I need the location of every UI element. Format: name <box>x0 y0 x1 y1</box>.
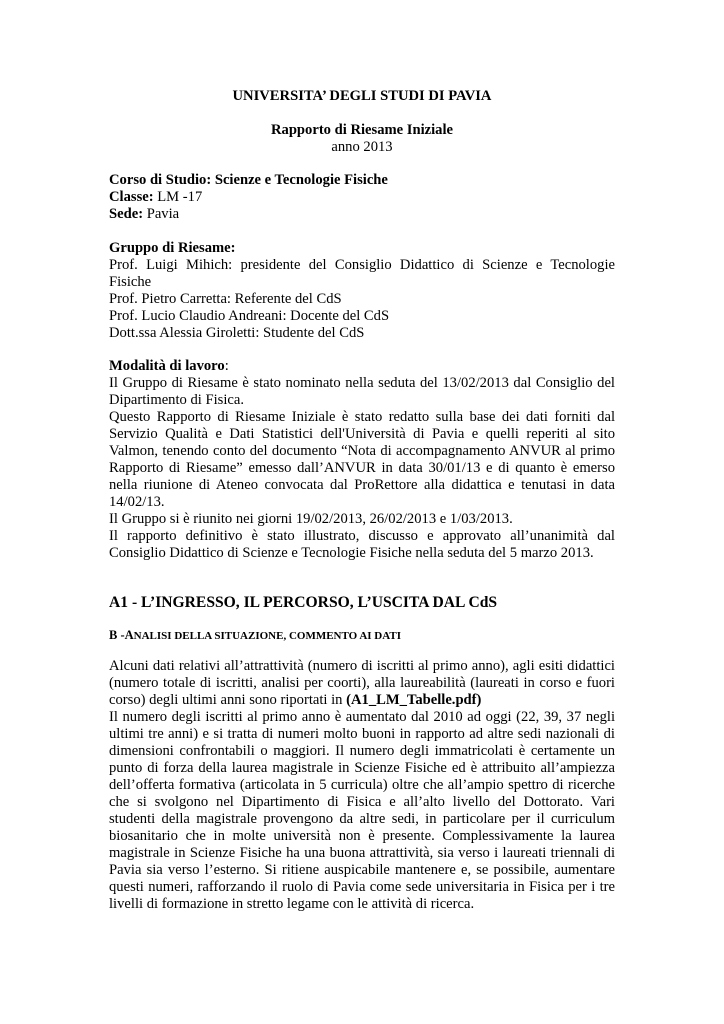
work-mode-line: Il Gruppo di Riesame è stato nominato nella seduta del 13/02/2013 dal Consiglio del <box>109 375 615 391</box>
a1-line: Alcuni dati relativi all’attrattività (numero di iscritti al primo anno), agli esiti didattici <box>109 658 615 674</box>
subtitle-a: A <box>124 628 134 642</box>
work-mode-heading-text: Modalità di lavoro <box>109 358 225 374</box>
work-mode-heading <box>109 358 615 375</box>
a1-line: Il numero degli iscritti al primo anno è aumentato dal 2010 ad oggi (22, 39, 37 negli <box>109 709 615 725</box>
a1-line: Pavia sia verso l’esterno. Si ritiene auspicabile mantenere e, se possibile, aumentare <box>109 862 615 878</box>
report-title: Rapporto di Riesame Iniziale <box>270 122 453 138</box>
seat-value: Pavia <box>143 206 180 222</box>
course-seat <box>109 206 615 223</box>
course-name: Corso di Studio: Scienze e Tecnologie Fisiche <box>109 172 388 188</box>
work-mode-line: Dipartimento di Fisica. <box>109 392 244 408</box>
work-mode-line: 14/02/13. <box>109 494 165 510</box>
university-title: UNIVERSITA’ DEGLI STUDI DI PAVIA <box>232 88 492 104</box>
a1-line: magistrale in Scienze Fisiche ha una buona attrattività, sia verso i laureati triennali di <box>109 845 615 861</box>
report-year: anno 2013 <box>331 139 393 155</box>
a1-line3-text: corso) degli ultimi anni sono riportati in <box>109 692 347 708</box>
a1-line: che si svolgono nel Dipartimento di Fisica e all’alto livello del Dottorato. Vari <box>109 794 615 810</box>
group-line: Prof. Luigi Mihich: presidente del Consiglio Didattico di Scienze e Tecnologie <box>109 257 615 273</box>
work-mode-line: Il rapporto definitivo è stato illustrato, discusso e approvato all’unanimità dal <box>109 528 615 544</box>
group-line: Prof. Lucio Claudio Andreani: Docente del CdS <box>109 308 390 324</box>
a1-line: ultimi tre anni) e si tratta di numeri molto buoni in rapporto ad altre sedi nazionali di <box>109 726 615 742</box>
a1-line <box>109 692 615 709</box>
class-label: Classe: <box>109 189 154 205</box>
course-class <box>109 189 615 206</box>
group-line: Prof. Pietro Carretta: Referente del CdS <box>109 291 342 307</box>
section-a1-subtitle <box>109 627 615 645</box>
subtitle-rest: NALISI DELLA SITUAZIONE, COMMENTO AI DATI <box>133 630 401 642</box>
a1-line: studenti della magistrale provengono da altre sedi, in particolare per il curriculum <box>109 811 615 827</box>
group-line: Fisiche <box>109 274 152 290</box>
class-value: LM -17 <box>153 189 203 205</box>
a1-line: dimensioni confrontabili o maggiori. Il numero degli immatricolati è certamente un <box>109 743 615 759</box>
a1-line: punto di forza della laurea magistrale in Scienze Fisiche ed è attribuito all’ampiezza <box>109 760 615 776</box>
subtitle-dash: - <box>117 628 125 642</box>
a1-line: dell’offerta formativa (articolata in 5 curricula) oltre che all’ampio spettro di ricerche <box>109 777 615 793</box>
group-heading: Gruppo di Riesame: <box>109 240 236 256</box>
a1-line: (numero totale di iscritti, analisi per coorti), alla laureabilità (laureati in corso e fuori <box>109 675 615 691</box>
work-mode-line: Questo Rapporto di Riesame Iniziale è stato redatto sulla base dei dati forniti dal <box>109 409 615 425</box>
group-line: Dott.ssa Alessia Giroletti: Studente del CdS <box>109 325 365 341</box>
work-mode-line: Rapporto di Riesame” emesso dall’ANVUR in data 30/01/13 e di quanto è emerso <box>109 460 615 476</box>
work-mode-line: nella riunione di Ateneo convocata dal ProRettore alla didattica e tenutasi in data <box>109 477 615 493</box>
work-mode-line: Consiglio Didattico di Scienze e Tecnologie Fisiche nella seduta del 5 marzo 2013. <box>109 545 594 561</box>
a1-line: biosanitario che in molte università non è presente. Complessivamente la laurea <box>109 828 615 844</box>
work-mode-line: Servizio Qualità e Dati Statistici dell'Università di Pavia e quelli reperiti al sito <box>109 426 615 442</box>
section-a1-title: A1 - L’INGRESSO, IL PERCORSO, L’USCITA DAL CdS <box>109 594 498 611</box>
work-mode-line: Il Gruppo si è riunito nei giorni 19/02/2013, 26/02/2013 e 1/03/2013. <box>109 511 513 527</box>
a1-line: questi numeri, rafforzando il ruolo di Pavia come sede universitaria in Fisica per i tre <box>109 879 615 895</box>
subtitle-b: B <box>109 628 118 642</box>
work-mode-line: Valmon, tenendo conto del documento “Nota di accompagnamento ANVUR al primo <box>109 443 615 459</box>
a1-table-reference: (A1_LM_Tabelle.pdf) <box>346 692 482 708</box>
seat-label: Sede: <box>109 206 144 222</box>
a1-line: livelli di formazione in stretto legame con le attività di ricerca. <box>109 896 475 912</box>
work-mode-heading-colon: : <box>224 358 229 374</box>
